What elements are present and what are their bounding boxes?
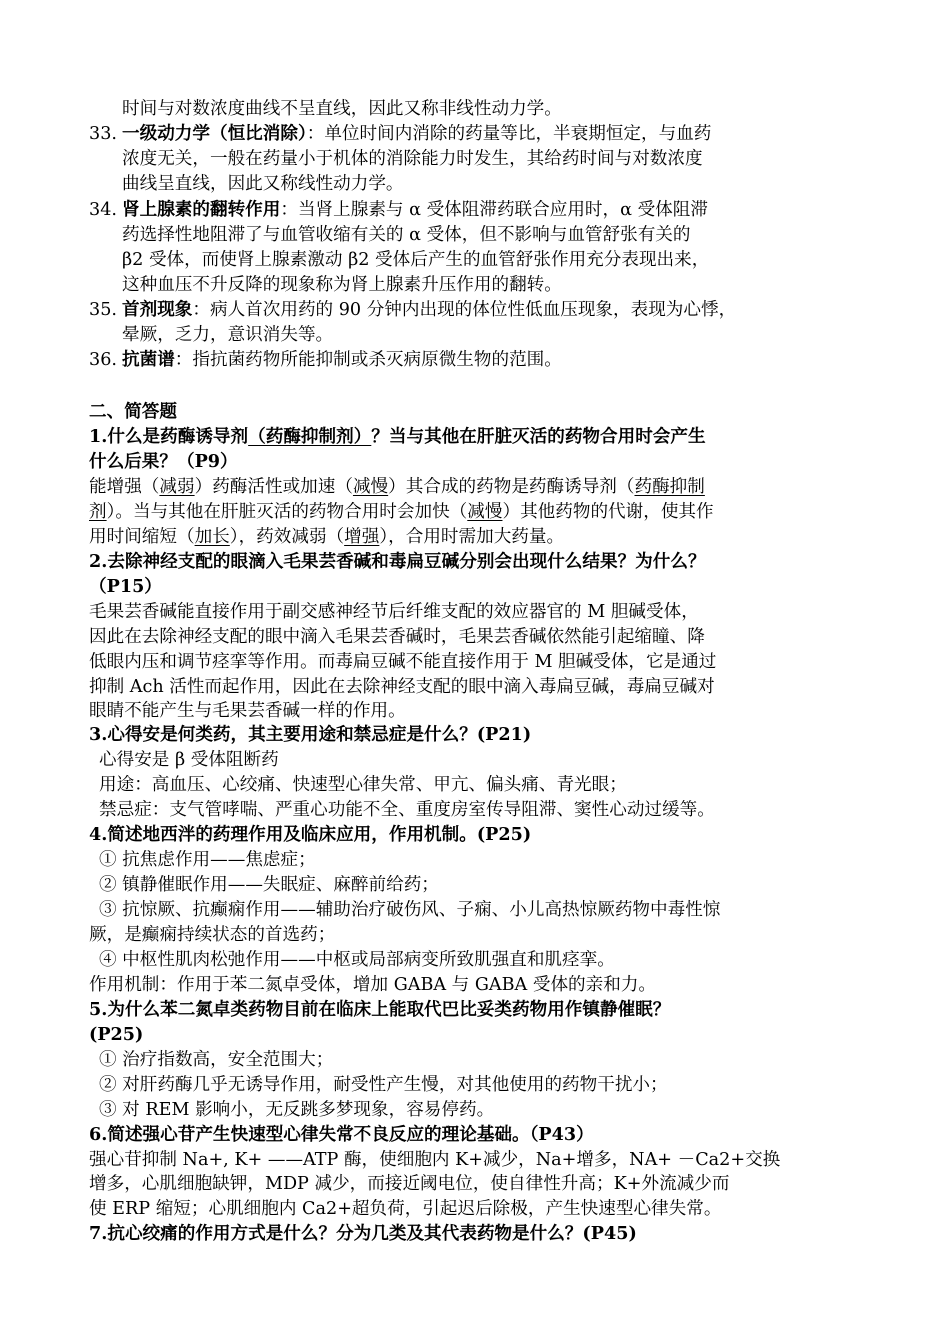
answer-line: 低眼内压和调节痉挛等作用。而毒扁豆碱不能直接作用于 M 胆碱受体，它是通过 [89, 652, 717, 672]
item-number: 34. [89, 200, 117, 220]
question-2-title-cont: （P15） [89, 576, 162, 597]
question-7-title: 7.抗心绞痛的作用方式是什么？分为几类及其代表药物是什么？(P45) [89, 1223, 637, 1244]
answer-text-underlined: 减慢 [352, 477, 389, 497]
question-6-title: 6.简述强心苷产生快速型心律失常不良反应的理论基础。（P43） [89, 1124, 594, 1145]
question-text-underlined: （药酶抑制剂） [248, 426, 372, 447]
answer-line: ① 抗焦虑作用——焦虑症； [99, 850, 316, 870]
definition-text: 晕厥，乏力，意识消失等。 [122, 325, 334, 345]
definition-term: 肾上腺素的翻转作用 [122, 199, 281, 220]
answer-text-underlined: 药酶抑制 [634, 477, 705, 497]
definition-34 [89, 198, 708, 222]
definition-term: 首剂现象 [122, 299, 193, 320]
question-5-title-cont: (P25) [89, 1024, 144, 1045]
item-number: 33. [89, 124, 117, 144]
answer-line: ③ 抗惊厥、抗癫痫作用——辅助治疗破伤风、子痫、小儿高热惊厥药物中毒性惊 [99, 900, 721, 920]
definition-term: 一级动力学（恒比消除） [122, 123, 307, 144]
question-2-title: 2.去除神经支配的眼滴入毛果芸香碱和毒扁豆碱分别会出现什么结果？为什么？ [89, 551, 706, 572]
answer-text: 用时间缩短（ [89, 527, 195, 547]
answer-line: ② 镇静催眠作用——失眠症、麻醉前给药； [99, 875, 439, 895]
definition-term: 抗菌谱 [122, 349, 175, 370]
definition-text: ：当肾上腺素与 α 受体阻滞药联合应用时，α 受体阻滞 [280, 200, 708, 220]
answer-text: 能增强（ [89, 477, 160, 497]
question-4-title: 4.简述地西泮的药理作用及临床应用，作用机制。(P25) [89, 824, 532, 845]
answer-line: 抑制 Ach 活性而起作用，因此在去除神经支配的眼中滴入毒扁豆碱，毒扁豆碱对 [89, 677, 715, 697]
definition-text: 这种血压不升反降的现象称为肾上腺素升压作用的翻转。 [122, 275, 562, 295]
answer-line: 增多，心肌细胞缺钾，MDP 减少，而接近阈电位，使自律性升高；K+外流减少而 [89, 1174, 730, 1194]
answer-line: ② 对肝药酶几乎无诱导作用，耐受性产生慢，对其他使用的药物干扰小； [99, 1075, 668, 1095]
definition-text: 浓度无关，一般在药量小于机体的消除能力时发生，其给药时间与对数浓度 [122, 149, 703, 169]
answer-text-underlined: 增强 [344, 527, 380, 547]
answer-line: 毛果芸香碱能直接作用于副交感神经节后纤维支配的效应器官的 M 胆碱受体， [89, 602, 699, 622]
definition-33 [89, 122, 711, 146]
answer-text: ），合用时需加大药量。 [379, 527, 565, 547]
answer-line: 眼睛不能产生与毛果芸香碱一样的作用。 [89, 701, 406, 721]
item-number: 36. [89, 350, 117, 370]
answer-text: ）药酶活性或加速（ [194, 477, 353, 497]
answer-text-underlined: 加长 [194, 527, 230, 547]
definition-36 [89, 348, 562, 372]
answer-text-underlined: 减慢 [467, 502, 503, 522]
definition-35 [89, 298, 736, 322]
answer-text: ）其合成的药物是药酶诱导剂（ [388, 477, 635, 497]
section-heading: 二、简答题 [89, 401, 177, 422]
answer-line: 使 ERP 缩短；心肌细胞内 Ca2+超负荷，引起迟后除极，产生快速型心律失常。 [89, 1199, 722, 1219]
answer-line: 因此在去除神经支配的眼中滴入毛果芸香碱时，毛果芸香碱依然能引起缩瞳、降 [89, 627, 705, 647]
item-number: 35. [89, 300, 117, 320]
answer-line: 用途：高血压、心绞痛、快速型心律失常、甲亢、偏头痛、青光眼； [99, 775, 627, 795]
definition-text: ：病人首次用药的 90 分钟内出现的体位性低血压现象，表现为心悸， [192, 300, 737, 320]
answer-line [89, 500, 714, 524]
question-text: ？当与其他在肝脏灭活的药物合用时会产生 [371, 426, 706, 447]
definition-text: 药选择性地阻滞了与血管收缩有关的 α 受体，但不影响与血管舒张有关的 [122, 225, 691, 245]
answer-text-underlined: 减弱 [159, 477, 195, 497]
answer-text-underlined: 剂 [89, 502, 107, 522]
answer-line: 作用机制：作用于苯二氮卓受体，增加 GABA 与 GABA 受体的亲和力。 [89, 975, 657, 995]
definition-continuation: 时间与对数浓度曲线不呈直线，因此又称非线性动力学。 [122, 99, 562, 119]
answer-line [89, 475, 705, 499]
answer-line: 心得安是 β 受体阻断药 [99, 750, 279, 770]
answer-line: ④ 中枢性肌肉松弛作用——中枢或局部病变所致肌强直和肌痉挛。 [99, 950, 615, 970]
answer-line: ① 治疗指数高，安全范围大； [99, 1050, 334, 1070]
definition-text: 曲线呈直线，因此又称线性动力学。 [122, 174, 404, 194]
question-1-title [89, 425, 706, 449]
definition-text: ：指抗菌药物所能抑制或杀灭病原微生物的范围。 [174, 350, 562, 370]
answer-line [89, 525, 564, 549]
answer-text: ），药效减弱（ [229, 527, 345, 547]
answer-line: 禁忌症：支气管哮喘、严重心功能不全、重度房室传导阻滞、窦性心动过缓等。 [99, 800, 715, 820]
answer-text: ）。当与其他在肝脏灭活的药物合用时会加快（ [106, 502, 468, 522]
answer-line: 厥，是癫痫持续状态的首选药； [89, 925, 336, 945]
answer-text: ）其他药物的代谢，使其作 [502, 502, 714, 522]
question-text: 1.什么是药酶诱导剂 [89, 426, 249, 447]
question-5-title: 5.为什么苯二氮卓类药物目前在临床上能取代巴比妥类药物用作镇静催眠？ [89, 999, 671, 1020]
definition-text: ：单位时间内消除的药量等比，半衰期恒定，与血药 [306, 124, 712, 144]
question-1-title-cont: 什么后果？（P9） [89, 451, 238, 472]
answer-line: ③ 对 REM 影响小，无反跳多梦现象，容易停药。 [99, 1100, 495, 1120]
definition-text: β2 受体，而使肾上腺素激动 β2 受体后产生的血管舒张作用充分表现出来， [122, 250, 710, 270]
answer-line: 强心苷抑制 Na+, K+ ——ATP 酶，使细胞内 K+减少，Na+增多，NA+ －Ca2+交换 [89, 1150, 781, 1170]
question-3-title: 3.心得安是何类药，其主要用途和禁忌症是什么？(P21) [89, 724, 532, 745]
